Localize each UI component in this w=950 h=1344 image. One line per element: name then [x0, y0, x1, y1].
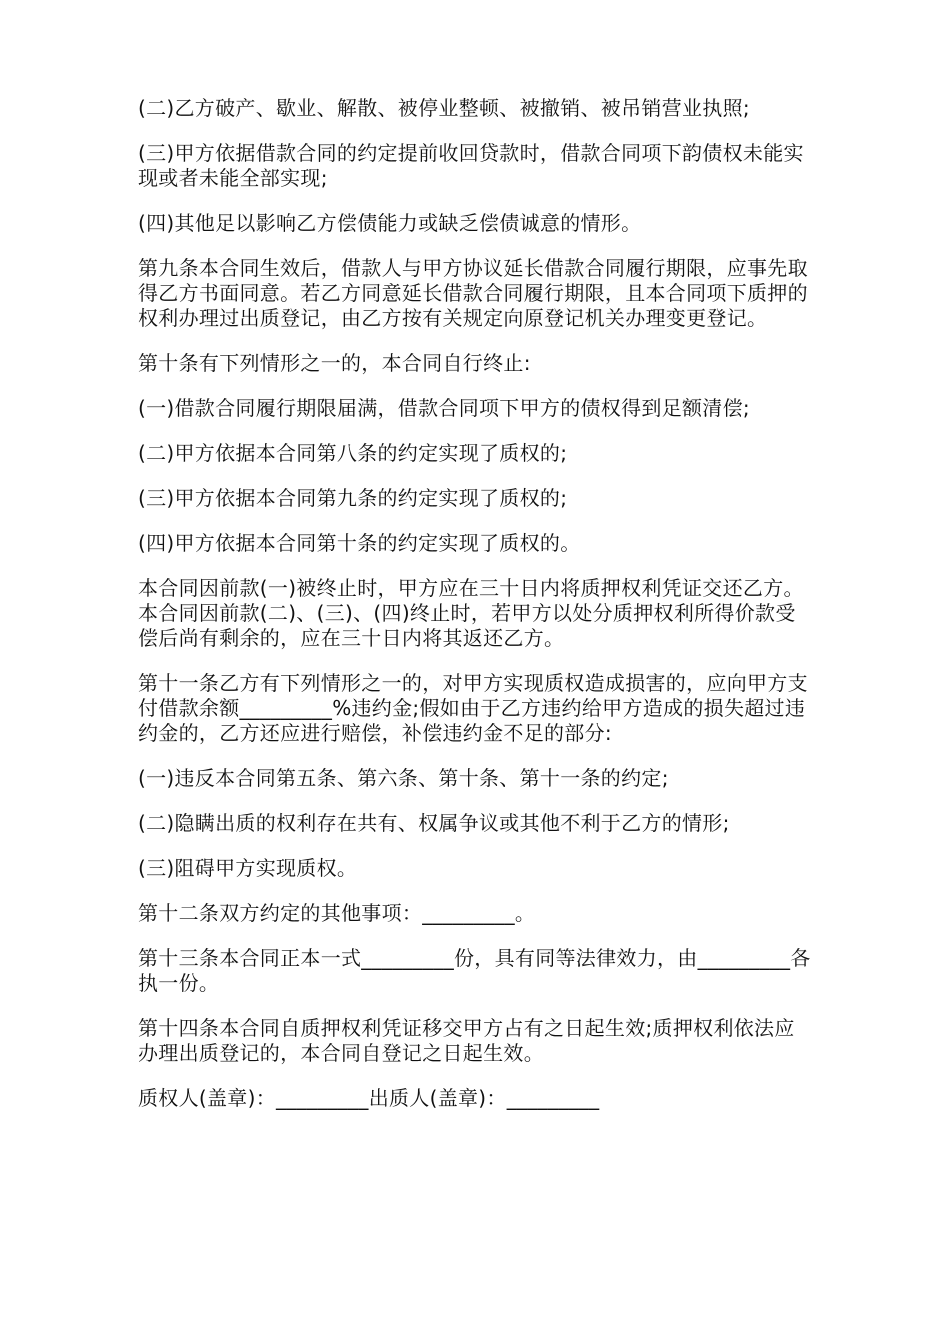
- clause-8-item-3: (三)甲方依据借款合同的约定提前收回贷款时，借款合同项下韵债权未能实现或者未能全部实现;: [138, 141, 804, 190]
- clause-10-item-1: (一)借款合同履行期限届满，借款合同项下甲方的债权得到足额清偿;: [138, 396, 750, 420]
- clause-12: 第十二条双方约定的其他事项：_________。: [138, 901, 536, 925]
- clause-10-termination-note: 本合同因前款(一)被终止时，甲方应在三十日内将质押权利凭证交还乙方。本合同因前款(二)、(三)、(四)终止时，若甲方以处分质押权利所得价款受偿后尚有剩余的，应在三十日内将其返还乙方。: [138, 576, 804, 650]
- clause-11-item-1: (一)违反本合同第五条、第六条、第十条、第十一条的约定;: [138, 766, 669, 790]
- clause-10-item-4: (四)甲方依据本合同第十条的约定实现了质权的。: [138, 531, 581, 555]
- clause-11-item-3: (三)阻碍甲方实现质权。: [138, 856, 358, 880]
- clause-11: 第十一条乙方有下列情形之一的，对甲方实现质权造成损害的，应向甲方支付借款余额_________%违约金;假如由于乙方违约给甲方造成的损失超过违约金的，乙方还应进行赔偿，补偿违约金不足的部分:: [138, 671, 808, 745]
- clause-9: 第九条本合同生效后，借款人与甲方协议延长借款合同履行期限，应事先取得乙方书面同意。若乙方同意延长借款合同履行期限，且本合同项下质押的权利办理过出质登记，由乙方按有关规定向原登记机关办理变更登记。: [138, 256, 808, 330]
- clause-10-item-3: (三)甲方依据本合同第九条的约定实现了质权的;: [138, 486, 568, 510]
- clause-10: 第十条有下列情形之一的，本合同自行终止:: [138, 351, 531, 375]
- clause-10-item-2: (二)甲方依据本合同第八条的约定实现了质权的;: [138, 441, 568, 465]
- clause-8-item-4: (四)其他足以影响乙方偿债能力或缺乏偿债诚意的情形。: [138, 211, 642, 235]
- clause-8-item-2: (二)乙方破产、歇业、解散、被停业整顿、被撤销、被吊销营业执照;: [138, 96, 750, 120]
- signature-line: 质权人(盖章)：_________出质人(盖章)：_________: [138, 1086, 600, 1110]
- clause-13: 第十三条本合同正本一式_________份，具有同等法律效力，由_________各执一份。: [138, 946, 811, 995]
- clause-14: 第十四条本合同自质押权利凭证移交甲方占有之日起生效;质押权利依法应办理出质登记的，本合同自登记之日起生效。: [138, 1016, 795, 1065]
- clause-11-item-2: (二)隐瞒出质的权利存在共有、权属争议或其他不利于乙方的情形;: [138, 811, 730, 835]
- contract-body: [138, 96, 814, 1131]
